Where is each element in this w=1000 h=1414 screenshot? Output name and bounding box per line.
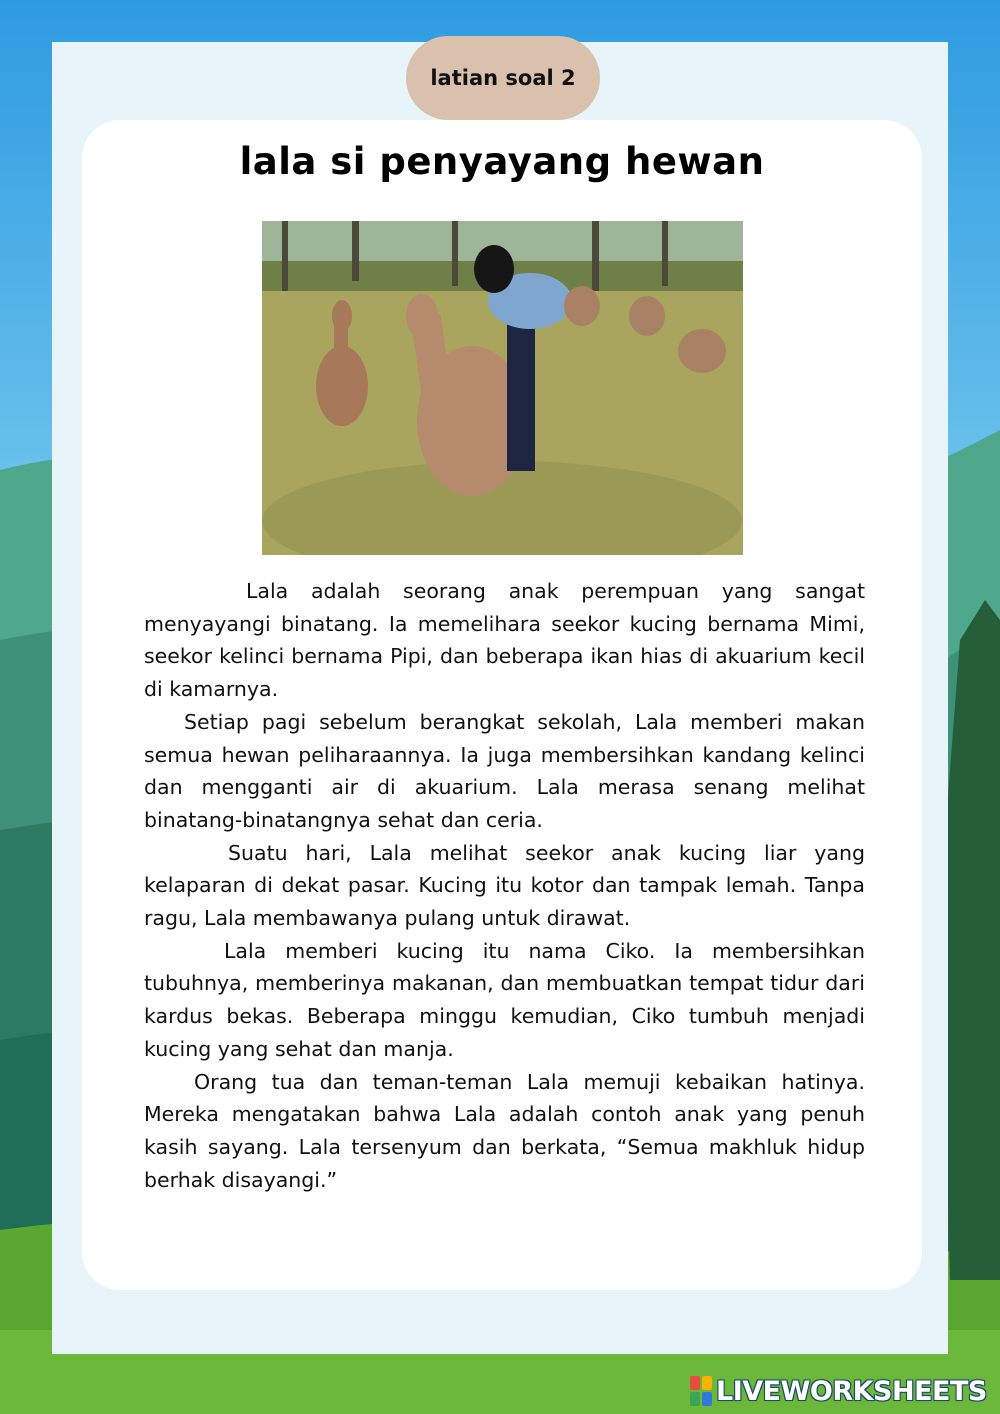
liveworksheets-brand: LIVEWORKSHEETS: [716, 1375, 987, 1407]
story-paragraph: Suatu hari, Lala melihat seekor anak kucing liar yang kelaparan di dekat pasar. Kucing itu kotor dan tampak lemah. Tanpa ragu, Lala membawanya pulang untuk dirawat.: [144, 840, 865, 931]
story-paragraph: Orang tua dan teman-teman Lala memuji kebaikan hatinya. Mereka mengatakan bahwa Lala adalah contoh anak yang penuh kasih sayang. Lala tersenyum dan berkata, “Semua makhluk hidup berhak disayangi.”: [144, 1069, 865, 1192]
exercise-badge-label: latian soal 2: [430, 66, 576, 90]
liveworksheets-logo: [690, 1374, 987, 1408]
exercise-badge: [406, 36, 600, 120]
page-title: lala si penyayang hewan: [239, 140, 765, 183]
story-paragraph: Lala adalah seorang anak perempuan yang sangat menyayangi binatang. Ia memelihara seekor kucing bernama Mimi, seekor kelinci bernama Pipi, dan beberapa ikan hias di akuarium kecil di kamarnya.: [144, 579, 865, 702]
story-photo: [262, 221, 743, 555]
story-paragraph: Lala memberi kucing itu nama Ciko. Ia membersihkan tubuhnya, memberinya makanan, dan membuatkan tempat tidur dari kardus bekas. Beberapa minggu kemudian, Ciko tumbuh menjadi kucing yang sehat dan manja.: [144, 938, 865, 1061]
story-paragraph: Setiap pagi sebelum berangkat sekolah, Lala memberi makan semua hewan peliharaannya. Ia juga membersihkan kandang kelinci dan mengganti air di akuarium. Lala merasa senang melihat binatang-binatangnya sehat dan ceria.: [144, 709, 865, 832]
story-text: [144, 575, 865, 1196]
liveworksheets-icon: [690, 1376, 712, 1406]
